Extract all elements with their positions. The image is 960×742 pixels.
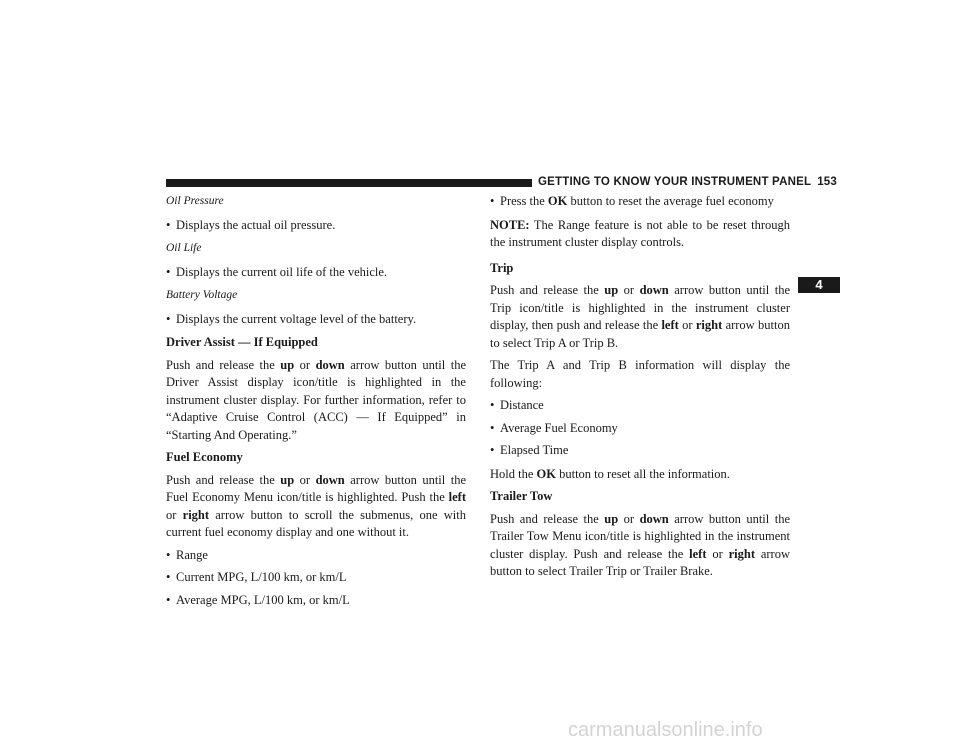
note-paragraph: NOTE: The Range feature is not able to be reset through the instrument cluster display controls. <box>490 217 790 249</box>
header-rule <box>166 179 532 187</box>
list-item: • Displays the current voltage level of the battery. <box>166 311 466 329</box>
right-column <box>490 193 790 586</box>
trailer-tow-heading: Trailer Tow <box>490 489 553 503</box>
note-label: NOTE: <box>490 217 530 232</box>
trailer-tow-paragraph: Push and release the up or down arrow button until the Trailer Tow Menu icon/title is highlighted in the instrument cluster display. Push and release the left or right arrow button to select Trailer Trip or Trailer Brake. <box>490 511 790 578</box>
hold-ok-paragraph: Hold the OK button to reset all the information. <box>490 466 730 481</box>
list-item: • Displays the actual oil pressure. <box>166 217 466 235</box>
chapter-tab: 4 <box>798 277 840 293</box>
page-number: 153 <box>817 176 837 188</box>
section-title: GETTING TO KNOW YOUR INSTRUMENT PANEL <box>538 176 812 188</box>
trip-heading: Trip <box>490 260 514 275</box>
bullet-icon: • <box>166 592 171 607</box>
oil-life-title: Oil Life <box>166 242 202 254</box>
driver-assist-heading: Driver Assist — If Equipped <box>166 335 318 349</box>
bullet-icon: • <box>166 217 171 232</box>
left-column <box>166 193 466 614</box>
bullet-icon: • <box>490 194 495 208</box>
driver-assist-paragraph: Push and release the up or down arrow button until the Driver Assist display icon/title is highlighted in the instrument cluster display. For further information, refer to “Adaptive Cruise Control (ACC) — If Equipped” in “Starting And Operating.” <box>166 357 466 442</box>
fuel-economy-paragraph: Push and release the up or down arrow button until the Fuel Economy Menu icon/title is highlighted. Push the left or right arrow button to scroll the submenus, one with current fuel economy display and one without it. <box>166 472 466 539</box>
bullet-icon: • <box>166 311 171 326</box>
list-item: • Elapsed Time <box>490 442 790 460</box>
fuel-economy-heading: Fuel Economy <box>166 450 243 464</box>
battery-voltage-title: Battery Voltage <box>166 289 238 301</box>
bullet-icon: • <box>490 443 495 457</box>
bullet-icon: • <box>166 547 171 562</box>
bullet-icon: • <box>166 264 171 279</box>
bullet-icon: • <box>166 570 171 584</box>
list-item: • Press the OK button to reset the average fuel economy <box>490 193 790 211</box>
watermark: carmanualsonline.info <box>568 719 763 741</box>
trip-info-paragraph: The Trip A and Trip B information will display the following: <box>490 358 790 390</box>
list-item: • Current MPG, L/100 km, or km/L <box>166 569 466 587</box>
trip-paragraph: Push and release the up or down arrow button until the Trip icon/title is highlighted in the instrument cluster display, then push and release the left or right arrow button to select Trip A or Trip B. <box>490 283 790 350</box>
list-item: • Range <box>166 547 466 565</box>
list-item: • Displays the current oil life of the vehicle. <box>166 264 466 282</box>
running-header <box>538 176 837 188</box>
oil-pressure-title: Oil Pressure <box>166 195 224 207</box>
list-item: • Average MPG, L/100 km, or km/L <box>166 592 466 610</box>
list-item: • Average Fuel Economy <box>490 420 790 438</box>
bullet-icon: • <box>490 420 495 435</box>
list-item: • Distance <box>490 397 790 415</box>
bullet-icon: • <box>490 398 495 412</box>
